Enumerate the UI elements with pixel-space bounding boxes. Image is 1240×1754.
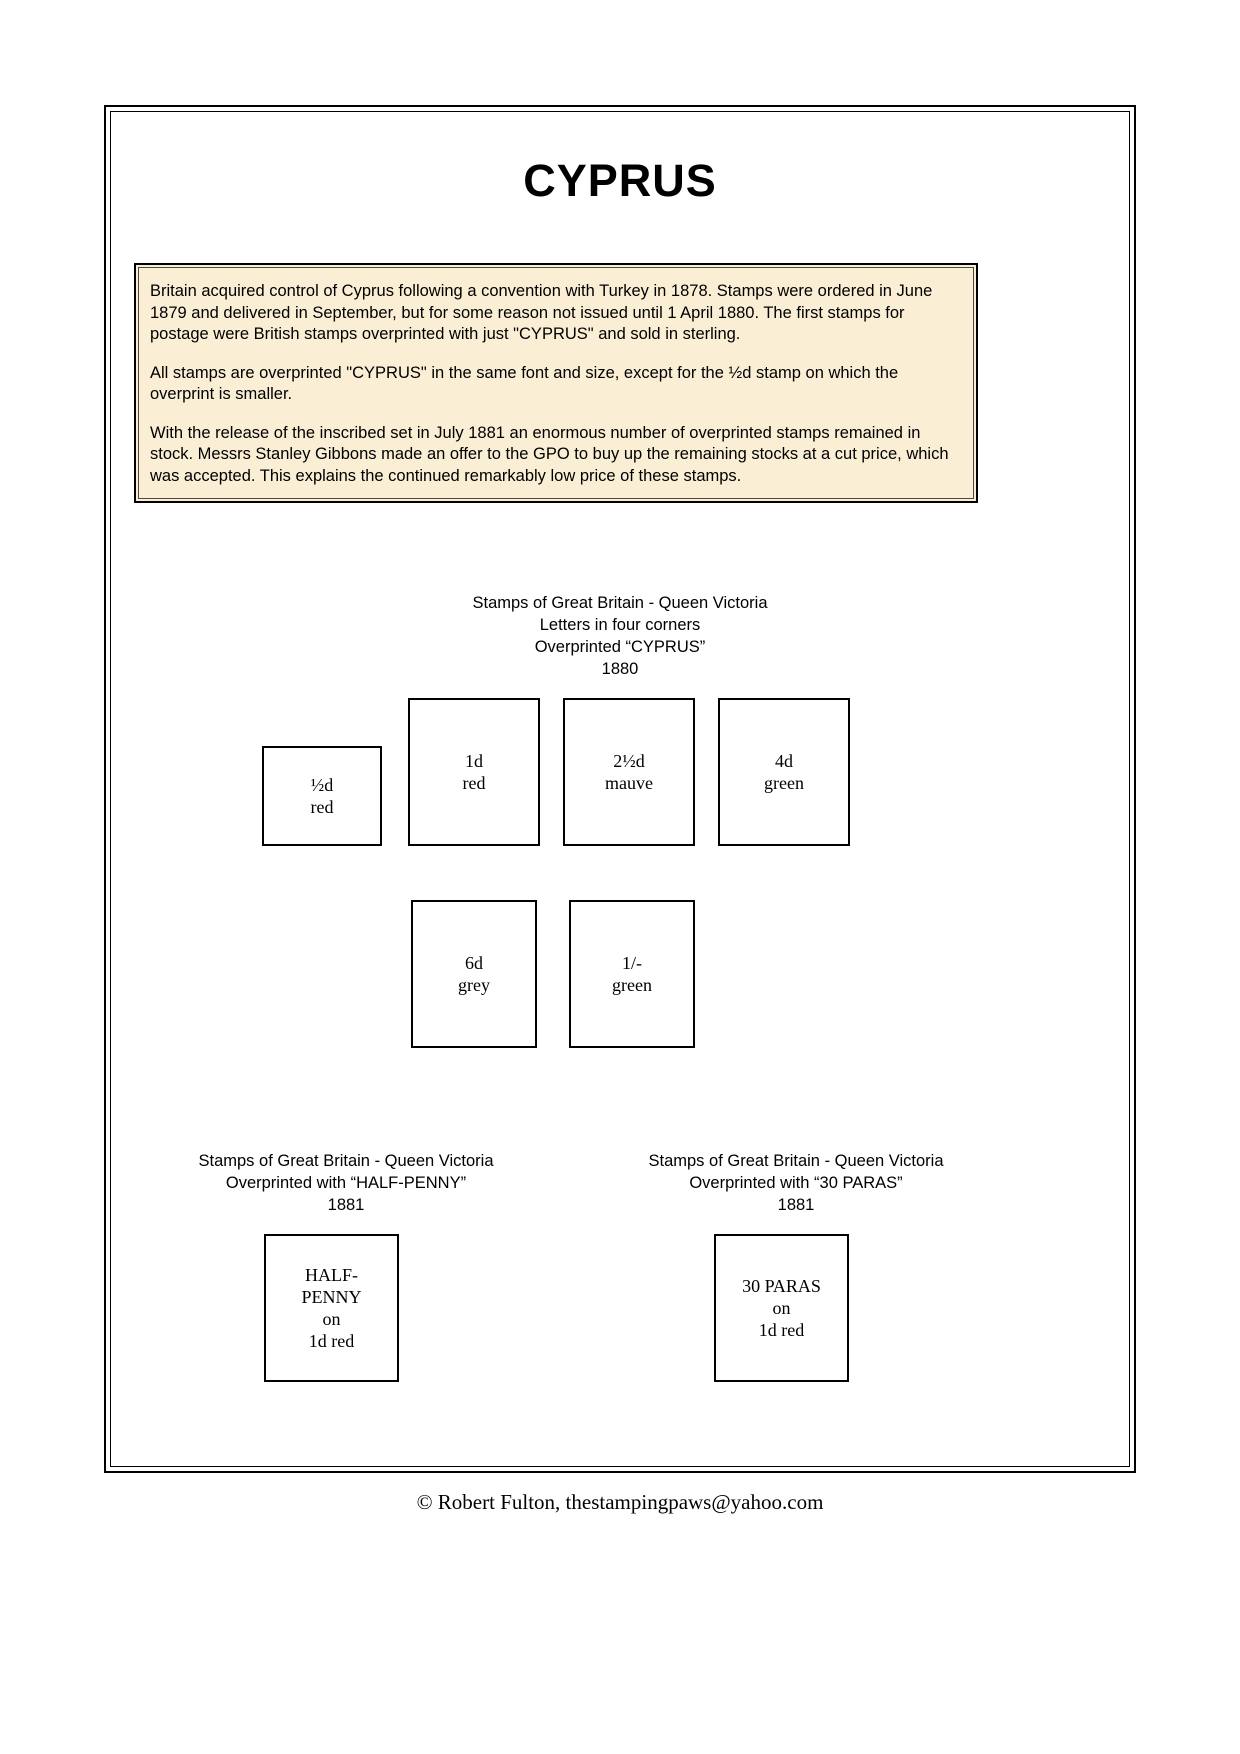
stamp-overprint-line: HALF- xyxy=(305,1265,358,1285)
stamp-denomination: ½d xyxy=(310,775,334,795)
stamp-overprint-line: on xyxy=(772,1298,791,1318)
album-page-content xyxy=(106,107,1134,1471)
section-heading-line: 1880 xyxy=(601,660,639,678)
stamp-colour: green xyxy=(764,773,804,793)
stamp-space-half-penny-red[interactable] xyxy=(262,746,382,846)
stamp-colour: grey xyxy=(458,975,490,995)
section-heading-line: Overprinted with “30 PARAS” xyxy=(689,1174,903,1192)
notes-box xyxy=(134,263,978,503)
stamp-denomination: 4d xyxy=(775,751,793,771)
page-title: CYPRUS xyxy=(523,155,717,206)
stamp-space-2-half-d-mauve[interactable] xyxy=(563,698,695,846)
stamp-space-1-shilling-green[interactable] xyxy=(569,900,695,1048)
notes-text xyxy=(150,281,962,487)
stamp-overprint-line: on xyxy=(322,1309,341,1329)
stamp-colour: mauve xyxy=(605,773,653,793)
stamp-overprint-line: 1d red xyxy=(308,1331,355,1351)
stamp-overprint-line: PENNY xyxy=(301,1287,362,1307)
stamp-colour: red xyxy=(462,773,486,793)
section-heading-30-paras-overprint xyxy=(586,1150,1006,1216)
stamp-space-6d-grey[interactable] xyxy=(411,900,537,1048)
section-heading-line: 1881 xyxy=(777,1196,815,1214)
notes-paragraph-2: All stamps are overprinted "CYPRUS" in the same font and size, except for the ½d stamp on which the overprint is smaller. xyxy=(150,363,899,403)
stamp-denomination: 1d xyxy=(465,751,483,771)
copyright-footer: © Robert Fulton, thestampingpaws@yahoo.com xyxy=(416,1490,824,1514)
stamp-space-half-penny-on-1d-red[interactable] xyxy=(264,1234,399,1382)
stamp-overprint-line: 30 PARAS xyxy=(742,1276,821,1296)
notes-paragraph-3: With the release of the inscribed set in July 1881 an enormous number of overprinted stamps remained in stock. Messrs Stanley Gibbons made an offer to the GPO to buy up the remaining stocks at a cut price, which was accepted. This explains the continued remarkably low price of these stamps. xyxy=(150,423,949,485)
stamp-space-1d-red[interactable] xyxy=(408,698,540,846)
section-heading-line: Stamps of Great Britain - Queen Victoria xyxy=(472,594,768,612)
notes-paragraph-1: Britain acquired control of Cyprus following a convention with Turkey in 1878. Stamps were ordered in June 1879 and delivered in September, but for some reason not issued until 1 April 1880. The first stamps for postage were British stamps overprinted with just "CYPRUS" and sold in sterling. xyxy=(150,282,933,343)
stamp-denomination: 1/- xyxy=(622,953,642,973)
section-heading-half-penny-overprint xyxy=(136,1150,556,1216)
stamp-overprint-line: 1d red xyxy=(758,1320,805,1340)
album-page-frame xyxy=(104,105,1136,1473)
section-heading-line: Stamps of Great Britain - Queen Victoria xyxy=(648,1152,944,1170)
stamp-colour: green xyxy=(612,975,652,995)
stamp-space-30-paras-on-1d-red[interactable] xyxy=(714,1234,849,1382)
section-heading-line: Overprinted “CYPRUS” xyxy=(534,638,706,656)
section-heading-line: Stamps of Great Britain - Queen Victoria xyxy=(198,1152,494,1170)
stamp-space-4d-green[interactable] xyxy=(718,698,850,846)
stamp-colour: red xyxy=(310,797,334,817)
stamp-denomination: 6d xyxy=(465,953,483,973)
section-heading-line: 1881 xyxy=(327,1196,365,1214)
stamp-denomination: 2½d xyxy=(613,751,645,771)
section-heading-cyprus-overprint xyxy=(106,592,1134,680)
section-heading-line: Overprinted with “HALF-PENNY” xyxy=(225,1174,467,1192)
section-heading-line: Letters in four corners xyxy=(539,616,701,634)
